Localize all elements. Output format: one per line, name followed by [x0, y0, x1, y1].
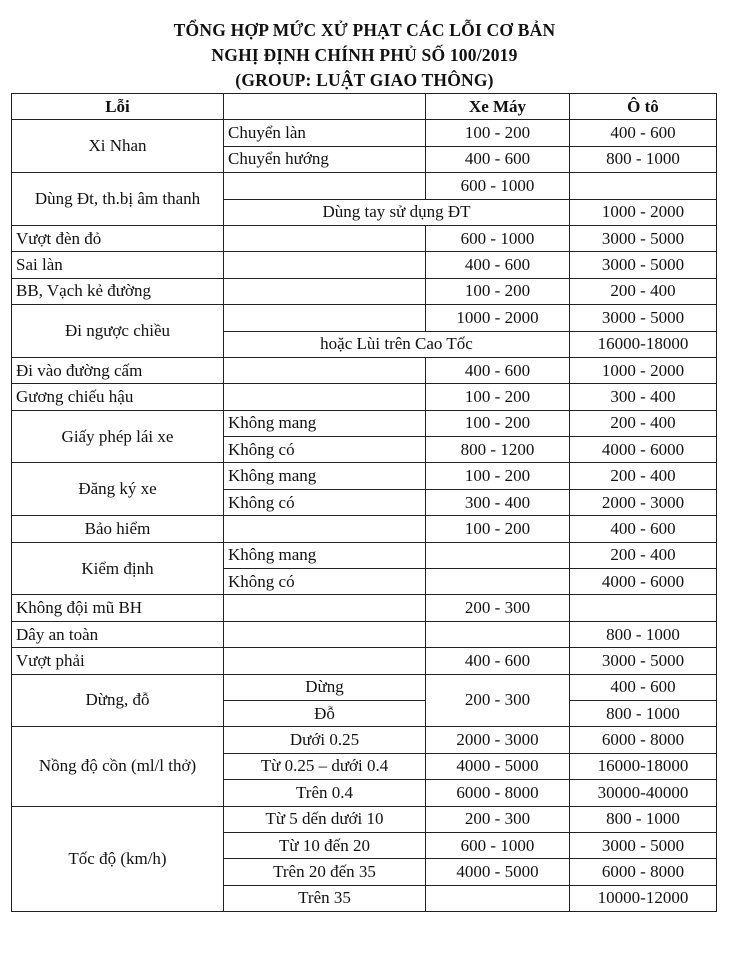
violation-name: Dây an toàn [12, 621, 224, 647]
title-line-1: TỔNG HỢP MỨC XỬ PHẠT CÁC LỖI CƠ BẢN [173, 20, 556, 40]
violation-name: Bảo hiểm [12, 516, 224, 542]
table-row [12, 727, 717, 753]
violation-name: Giấy phép lái xe [12, 410, 224, 463]
moto-fine: 100 - 200 [426, 384, 570, 410]
car-fine [570, 173, 717, 199]
table-row [12, 225, 717, 251]
car-fine: 16000-18000 [570, 753, 717, 779]
car-fine: 300 - 400 [570, 384, 717, 410]
moto-fine: 100 - 200 [426, 278, 570, 304]
moto-fine: 400 - 600 [426, 357, 570, 383]
car-fine: 4000 - 6000 [570, 437, 717, 463]
violation-name: Đi vào đường cấm [12, 357, 224, 383]
moto-fine: 200 - 300 [426, 674, 570, 727]
header-loi: Lỗi [12, 94, 224, 120]
fines-table [11, 93, 717, 912]
moto-fine: 100 - 200 [426, 120, 570, 146]
title-line-3: (GROUP: LUẬT GIAO THÔNG) [235, 70, 494, 90]
violation-name: Đăng ký xe [12, 463, 224, 516]
table-row [12, 357, 717, 383]
table-row [12, 516, 717, 542]
violation-detail: Không mang [224, 410, 426, 436]
car-fine: 800 - 1000 [570, 806, 717, 832]
table-row [12, 410, 717, 436]
violation-name: Nồng độ cồn (ml/l thở) [12, 727, 224, 806]
car-fine: 3000 - 5000 [570, 305, 717, 331]
car-fine: 400 - 600 [570, 674, 717, 700]
moto-fine: 100 - 200 [426, 463, 570, 489]
violation-detail: hoặc Lùi trên Cao Tốc [224, 331, 570, 357]
violation-name: BB, Vạch kẻ đường [12, 278, 224, 304]
car-fine: 200 - 400 [570, 463, 717, 489]
violation-detail [224, 595, 426, 621]
moto-fine [426, 621, 570, 647]
violation-detail [224, 225, 426, 251]
car-fine: 3000 - 5000 [570, 832, 717, 858]
violation-detail: Từ 0.25 – dưới 0.4 [224, 753, 426, 779]
violation-detail: Chuyển làn [224, 120, 426, 146]
violation-name: Xi Nhan [12, 120, 224, 173]
car-fine: 400 - 600 [570, 120, 717, 146]
violation-detail [224, 305, 426, 331]
moto-fine: 400 - 600 [426, 648, 570, 674]
car-fine [570, 595, 717, 621]
moto-fine: 100 - 200 [426, 410, 570, 436]
moto-fine: 4000 - 5000 [426, 859, 570, 885]
car-fine: 200 - 400 [570, 410, 717, 436]
table-row [12, 384, 717, 410]
car-fine: 3000 - 5000 [570, 252, 717, 278]
violation-detail: Chuyển hướng [224, 146, 426, 172]
moto-fine: 600 - 1000 [426, 225, 570, 251]
car-fine: 16000-18000 [570, 331, 717, 357]
moto-fine [426, 885, 570, 911]
violation-detail: Trên 0.4 [224, 780, 426, 806]
car-fine: 200 - 400 [570, 278, 717, 304]
violation-name: Dừng, đỗ [12, 674, 224, 727]
moto-fine: 200 - 300 [426, 806, 570, 832]
moto-fine: 400 - 600 [426, 146, 570, 172]
table-row [12, 621, 717, 647]
car-fine: 200 - 400 [570, 542, 717, 568]
violation-detail: Từ 5 dến dưới 10 [224, 806, 426, 832]
moto-fine: 300 - 400 [426, 489, 570, 515]
car-fine: 3000 - 5000 [570, 225, 717, 251]
violation-name: Vượt phải [12, 648, 224, 674]
header-o-to: Ô tô [570, 94, 717, 120]
car-fine: 2000 - 3000 [570, 489, 717, 515]
car-fine: 10000-12000 [570, 885, 717, 911]
moto-fine: 200 - 300 [426, 595, 570, 621]
moto-fine: 1000 - 2000 [426, 305, 570, 331]
violation-name: Không đội mũ BH [12, 595, 224, 621]
car-fine: 1000 - 2000 [570, 357, 717, 383]
car-fine: 400 - 600 [570, 516, 717, 542]
car-fine: 4000 - 6000 [570, 569, 717, 595]
violation-detail: Trên 20 đến 35 [224, 859, 426, 885]
table-row [12, 595, 717, 621]
header-detail [224, 94, 426, 120]
table-row [12, 648, 717, 674]
moto-fine: 100 - 200 [426, 516, 570, 542]
violation-detail [224, 621, 426, 647]
table-row [12, 173, 717, 199]
moto-fine: 2000 - 3000 [426, 727, 570, 753]
moto-fine: 6000 - 8000 [426, 780, 570, 806]
violation-name: Tốc độ (km/h) [12, 806, 224, 912]
violation-detail: Không có [224, 437, 426, 463]
moto-fine: 400 - 600 [426, 252, 570, 278]
car-fine: 30000-40000 [570, 780, 717, 806]
table-row [12, 305, 717, 331]
violation-detail: Từ 10 đến 20 [224, 832, 426, 858]
violation-detail [224, 516, 426, 542]
violation-name: Đi ngược chiều [12, 305, 224, 358]
moto-fine: 4000 - 5000 [426, 753, 570, 779]
violation-detail: Không mang [224, 542, 426, 568]
violation-detail: Dừng [224, 674, 426, 700]
violation-detail: Dùng tay sử dụng ĐT [224, 199, 570, 225]
car-fine: 800 - 1000 [570, 621, 717, 647]
table-row [12, 806, 717, 832]
violation-name: Kiểm định [12, 542, 224, 595]
header-xe-may: Xe Máy [426, 94, 570, 120]
violation-name: Sai làn [12, 252, 224, 278]
violation-detail [224, 173, 426, 199]
car-fine: 1000 - 2000 [570, 199, 717, 225]
table-row [12, 542, 717, 568]
table-row [12, 278, 717, 304]
violation-name: Vượt đèn đỏ [12, 225, 224, 251]
violation-detail: Không có [224, 489, 426, 515]
car-fine: 6000 - 8000 [570, 727, 717, 753]
violation-detail [224, 648, 426, 674]
table-row [12, 252, 717, 278]
moto-fine: 600 - 1000 [426, 173, 570, 199]
moto-fine [426, 569, 570, 595]
car-fine: 800 - 1000 [570, 146, 717, 172]
title-line-2: NGHỊ ĐỊNH CHÍNH PHỦ SỐ 100/2019 [211, 45, 518, 65]
violation-name: Dùng Đt, th.bị âm thanh [12, 173, 224, 226]
table-row [12, 674, 717, 700]
header-row [12, 94, 717, 120]
table-row [12, 120, 717, 146]
violation-name: Gương chiếu hậu [12, 384, 224, 410]
violation-detail: Trên 35 [224, 885, 426, 911]
violation-detail [224, 278, 426, 304]
table-row [12, 463, 717, 489]
moto-fine [426, 542, 570, 568]
car-fine: 800 - 1000 [570, 700, 717, 726]
violation-detail: Dưới 0.25 [224, 727, 426, 753]
moto-fine: 600 - 1000 [426, 832, 570, 858]
violation-detail: Không có [224, 569, 426, 595]
car-fine: 3000 - 5000 [570, 648, 717, 674]
violation-detail: Không mang [224, 463, 426, 489]
car-fine: 6000 - 8000 [570, 859, 717, 885]
violation-detail [224, 252, 426, 278]
violation-detail: Đỗ [224, 700, 426, 726]
violation-detail [224, 384, 426, 410]
moto-fine: 800 - 1200 [426, 437, 570, 463]
violation-detail [224, 357, 426, 383]
